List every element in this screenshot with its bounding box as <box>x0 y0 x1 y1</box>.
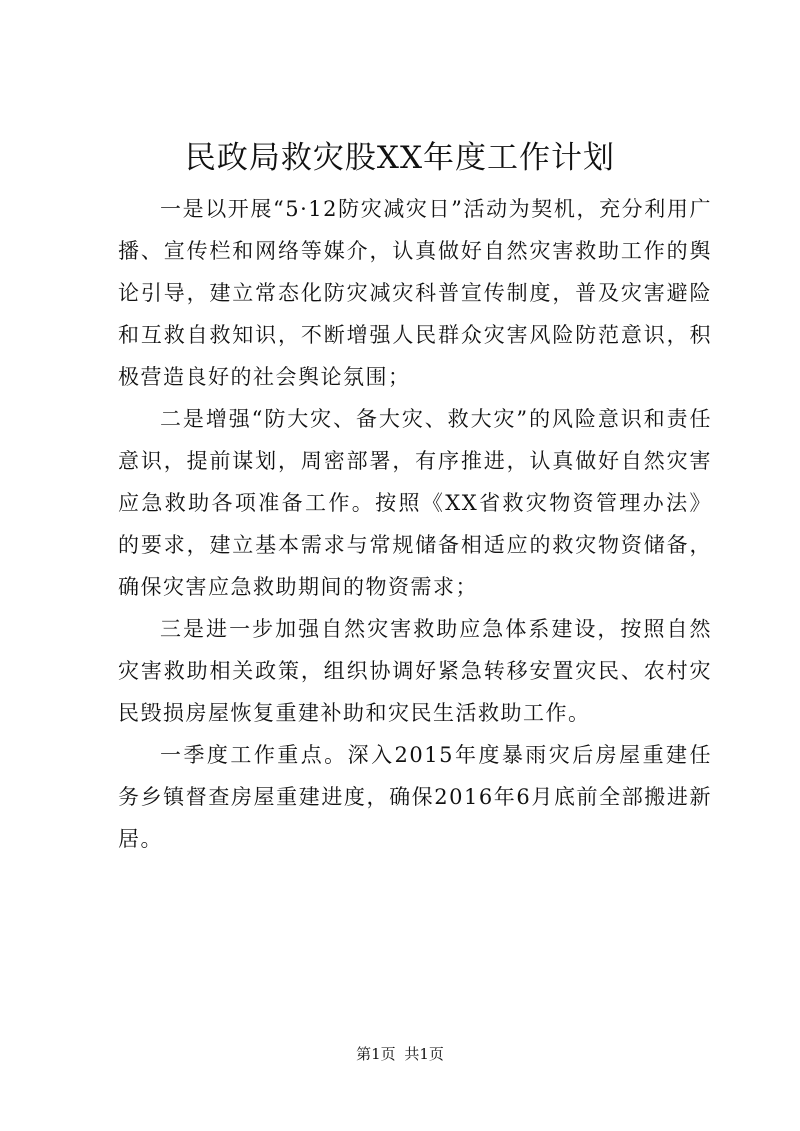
page-total: 共1页 <box>404 1045 444 1063</box>
paragraph-2: 二是增强“防大灾、备大灾、救大灾”的风险意识和责任意识，提前谋划，周密部署，有序推进，认真做好自然灾害应急救助各项准备工作。按照《XX省救灾物资管理办法》的要求，建立基本需求与常规储备相适应的救灾物资储备，确保灾害应急救助期间的物资需求； <box>118 407 712 599</box>
paragraph-3: 三是进一步加强自然灾害救助应急体系建设，按照自然灾害救助相关政策，组织协调好紧急转移安置灾民、农村灾民毁损房屋恢复重建补助和灾民生活救助工作。 <box>118 617 712 725</box>
document-body <box>118 188 712 860</box>
paragraph-1: 一是以开展“5·12防灾减灾日”活动为契机，充分利用广播、宣传栏和网络等媒介，认真做好自然灾害救助工作的舆论引导，建立常态化防灾减灾科普宣传制度，普及灾害避险和互救自救知识，不断增强人民群众灾害风险防范意识，积极营造良好的社会舆论氛围； <box>118 197 712 389</box>
page-footer <box>0 1044 800 1064</box>
paragraph-4: 一季度工作重点。深入2015年度暴雨灾后房屋重建任务乡镇督查房屋重建进度，确保2016年6月底前全部搬进新居。 <box>118 743 712 851</box>
page-number: 第1页 <box>356 1045 396 1063</box>
document-title: 民政局救灾股XX年度工作计划 <box>184 140 616 176</box>
